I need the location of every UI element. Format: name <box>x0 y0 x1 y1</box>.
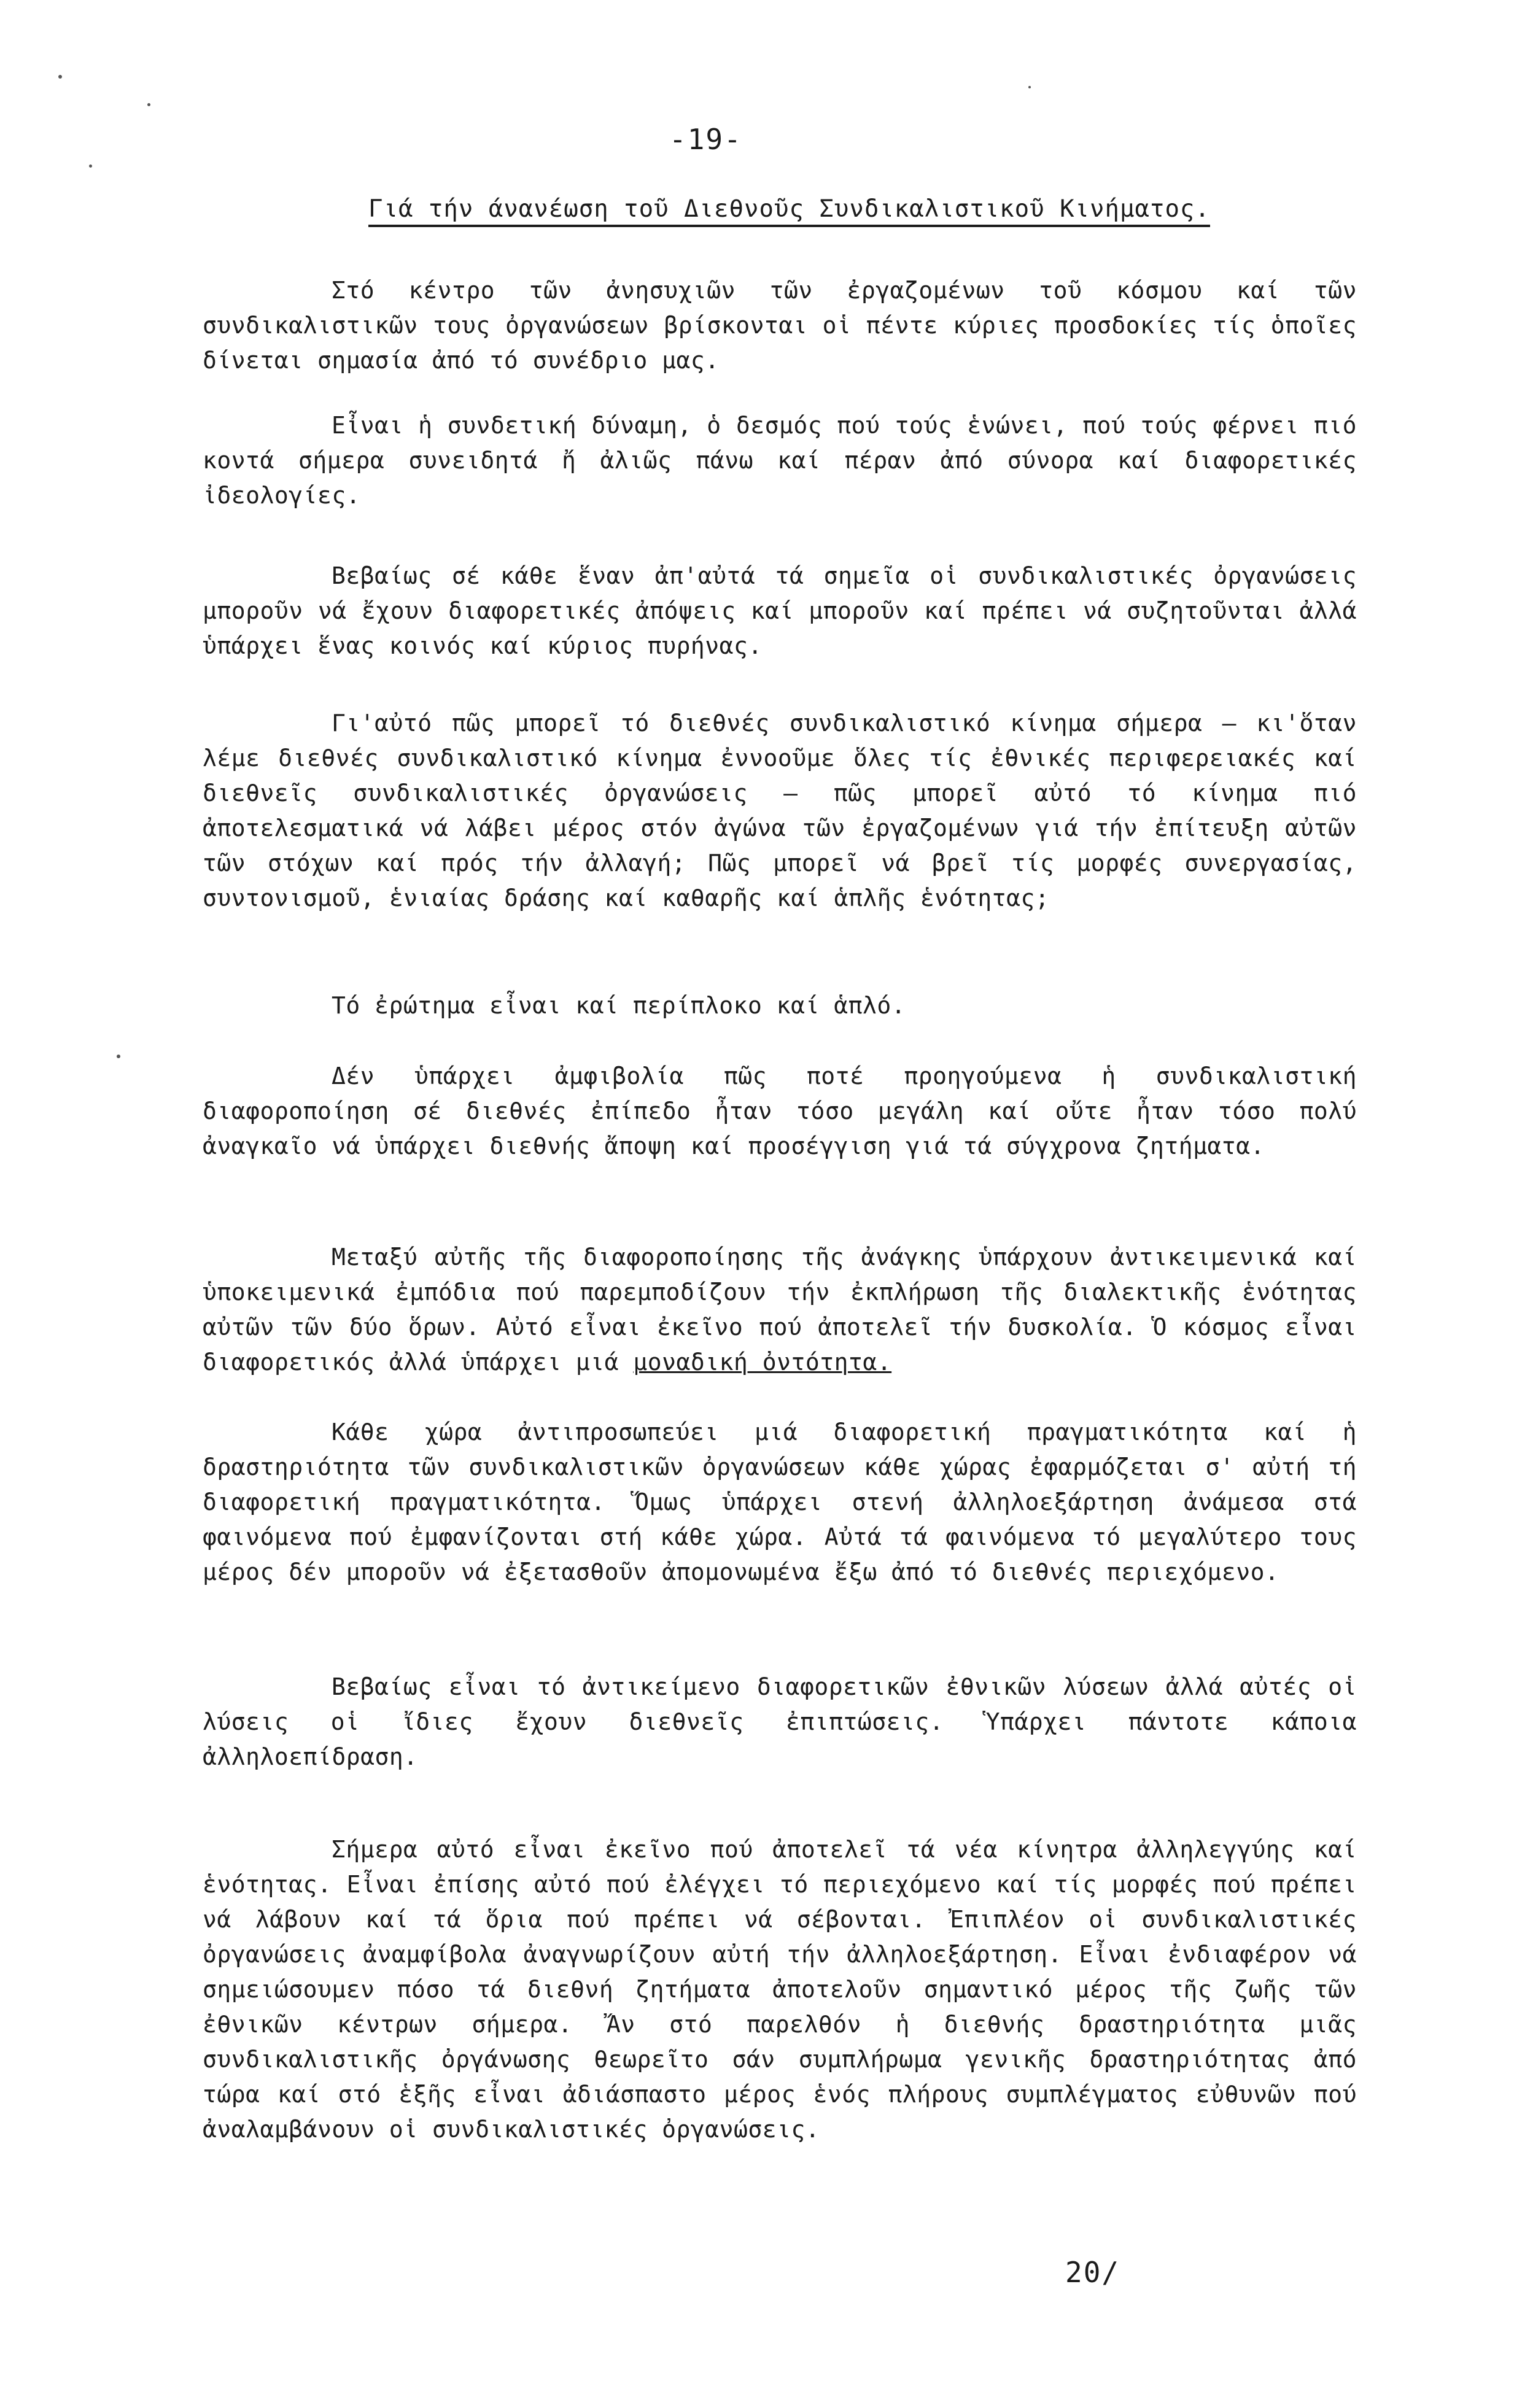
paragraph-4: Γι'αὐτό πῶς μπορεῖ τό διεθνές συνδικαλιστικό κίνημα σήμερα – κι'ὅταν λέμε διεθνές συνδικαλιστικό κίνημα ἐννοοῦμε ὅλες τίς ἐθνικές περιφερειακές καί διεθνεῖς συνδικαλιστικές ὀργανώσεις – πῶς μπορεῖ αὐτό τό κίνημα πιό ἀποτελεσματικά νά λάβει μέρος στόν ἀγώνα τῶν ἐργαζομένων γιά τήν ἐπίτευξη αὐτῶν τῶν στόχων καί πρός τήν ἀλλαγή; Πῶς μπορεῖ νά βρεῖ τίς μορφές συνεργασίας, συντονισμοῦ, ἑνιαίας δράσης καί καθαρῆς καί ἁπλῆς ἑνότητας; <box>203 710 1357 912</box>
page-title: Γιά τήν άνανέωση τοῦ Διεθνοῦς Συνδικαλιστικοῦ Κινήματος. <box>368 195 1210 227</box>
paragraph-7 <box>203 1240 1357 1380</box>
scan-speck <box>117 1055 120 1058</box>
paragraph-1: Στό κέντρο τῶν ἀνησυχιῶν τῶν ἐργαζομένων τοῦ κόσμου καί τῶν συνδικαλιστικῶν τους ὀργανώσεων βρίσκονται οἱ πέντε κύριες προσδοκίες τίς ὁποῖες δίνεται σημασία ἀπό τό συνέδριο μας. <box>203 277 1357 374</box>
paragraph-6: Δέν ὑπάρχει ἀμφιβολία πῶς ποτέ προηγούμενα ἡ συνδικαλιστική διαφοροποίηση σέ διεθνές ἐπίπεδο ἦταν τόσο μεγάλη καί οὔτε ἦταν τόσο πολύ ἀναγκαῖο νά ὑπάρχει διεθνής ἄποψη καί προσέγγιση γιά τά σύγχρονα ζητήματα. <box>203 1063 1357 1159</box>
continuation-marker: 20/ <box>1065 2256 1120 2289</box>
page-number: -19- <box>669 123 742 156</box>
paragraph-9: Βεβαίως εἶναι τό ἀντικείμενο διαφορετικῶν ἐθνικῶν λύσεων ἀλλά αὐτές οἱ λύσεις οἱ ἴδιες ἔχουν διεθνεῖς ἐπιπτώσεις. Ὑπάρχει πάντοτε κάποια ἀλληλοεπίδραση. <box>203 1673 1357 1770</box>
paragraph-7-text: Μεταξύ αὐτῆς τῆς διαφοροποίησης τῆς ἀνάγκης ὑπάρχουν ἀντικειμενικά καί ὑποκειμενικά ἐμπόδια πού παρεμποδίζουν τήν ἐκπλήρωση τῆς διαλεκτικῆς ἑνότητας αὐτῶν τῶν δύο ὅρων. Αὐτό εἶναι ἐκεῖνο πού ἀποτελεῖ τήν δυσκολία. Ὁ κόσμος εἶναι διαφορετικός ἀλλά ὑπάρχει μιά <box>203 1244 1357 1376</box>
paragraph-8: Κάθε χώρα ἀντιπροσωπεύει μιά διαφορετική πραγματικότητα καί ἡ δραστηριότητα τῶν συνδικαλιστικῶν ὀργανώσεων κάθε χώρας ἐφαρμόζεται σ' αὐτή τή διαφορετική πραγματικότητα. Ὅμως ὑπάρχει στενή ἀλληλοεξάρτηση ἀνάμεσα στά φαινόμενα πού ἐμφανίζονται στή κάθε χώρα. Αὐτά τά φαινόμενα τό μεγαλύτερο τους μέρος δέν μποροῦν νά ἐξετασθοῦν ἀπομονωμένα ἔξω ἀπό τό διεθνές περιεχόμενο. <box>203 1419 1357 1585</box>
scan-speck <box>58 75 62 79</box>
paragraph-5: Τό ἐρώτημα εἶναι καί περίπλοκο καί ἁπλό. <box>332 992 906 1019</box>
scan-speck <box>89 165 92 168</box>
paragraph-3: Βεβαίως σέ κάθε ἕναν ἀπ'αὐτά τά σημεῖα οἱ συνδικαλιστικές ὀργανώσεις μποροῦν νά ἔχουν διαφορετικές ἀπόψεις καί μποροῦν καί πρέπει νά συζητοῦνται ἀλλά ὑπάρχει ἕνας κοινός καί κύριος πυρήνας. <box>203 562 1357 659</box>
paragraph-10: Σήμερα αὐτό εἶναι ἐκεῖνο πού ἀποτελεῖ τά νέα κίνητρα ἀλληλεγγύης καί ἑνότητας. Εἶναι ἐπίσης αὐτό πού ἐλέγχει τό περιεχόμενο καί τίς μορφές πού πρέπει νά λάβουν καί τά ὅρια πού πρέπει νά σέβονται. Ἐπιπλέον οἱ συνδικαλιστικές ὀργανώσεις ἀναμφίβολα ἀναγνωρίζουν αὐτή τήν ἀλληλοεξάρτηση. Εἶναι ἐνδιαφέρον νά σημειώσουμεν πόσο τά διεθνή ζητήματα ἀποτελοῦν σημαντικό μέρος τῆς ζωῆς τῶν ἐθνικῶν κέντρων σήμερα. Ἄν στό παρελθόν ἡ διεθνής δραστηριότητα μιᾶς συνδικαλιστικῆς ὀργάνωσης θεωρεῖτο σάν συμπλήρωμα γενικῆς δραστηριότητας ἀπό τώρα καί στό ἑξῆς εἶναι ἀδιάσπαστο μέρος ἑνός πλήρους συμπλέγματος εὐθυνῶν πού ἀναλαμβάνουν οἱ συνδικαλιστικές ὀργανώσεις. <box>203 1836 1357 2143</box>
scan-speck <box>1028 86 1031 88</box>
scan-speck <box>147 103 150 106</box>
underlined-phrase: μοναδική ὀντότητα. <box>633 1349 892 1376</box>
paragraph-2: Εἶναι ἡ συνδετική δύναμη, ὁ δεσμός πού τούς ἑνώνει, πού τούς φέρνει πιό κοντά σήμερα συνειδητά ἤ ἀλιῶς πάνω καί πέραν ἀπό σύνορα καί διαφορετικές ἰδεολογίες. <box>203 412 1357 509</box>
